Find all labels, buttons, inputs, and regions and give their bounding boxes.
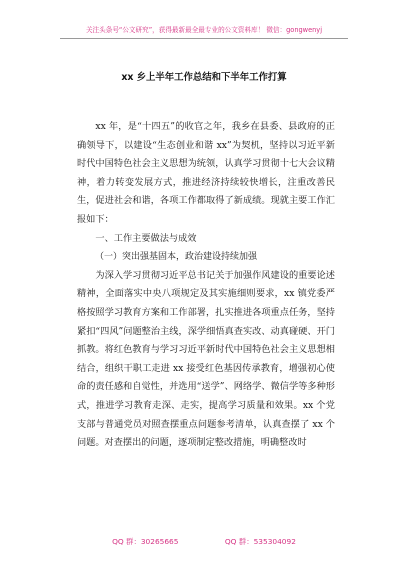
subsection-heading: （一）突出强基固本，政治建设持续加强 <box>95 252 258 263</box>
document-title: xx 乡上半年工作总结和下半年工作打算 <box>121 72 287 83</box>
document-body <box>77 118 335 453</box>
subsection-paragraph: 为深入学习贯彻习近平总书记关于加强作风建设的重要论述精神，全面落实中央八项规定及其实施细则要求，xx 镇党委严格按照学习教育方案和工作部署，扎实推进各项重点任务，坚持紧扣“四风”问题整治主线，深学细悟真查实改、动真碰硬、开门抓教。将红色教育与学习习近平新时代中国特色社会主义思想相结合，组织干职工走进 xx 接受红色基因传承教育，增强初心使命的责任感和自觉性，并选用“送学”、网络学、微信学等多种形式，推进学习教育走深、走实，提高学习质量和效果。xx 个党支部与普通党员对照查摆重点问题参考清单，认真查摆了 xx 个问题。对查摆出的问题，逐项制定整改措施，明确整改时 <box>77 269 335 449</box>
footer-qq-group-2: QQ 群：535304092 <box>224 537 296 546</box>
section-heading: 一、工作主要做法与成效 <box>95 232 197 244</box>
header-divider <box>60 38 348 39</box>
footer <box>0 536 408 547</box>
footer-qq-group-1: QQ 群：30265665 <box>112 537 179 546</box>
header-note: 关注头条号“公文研究”，获得最新最全最专业的公文资料库！ 微信：gongwenyj <box>85 26 323 34</box>
intro-paragraph: xx 年，是“十四五”的收官之年，我乡在县委、县政府的正确领导下，以建设“生态创业和谐 xx”为契机，坚持以习近平新时代中国特色社会主义思想为统领，认真学习贯彻十七大会议精神，着力转变发展方式，推进经济持续较快增长，注重改善民生，促进社会和谐，各项工作都取得了新成绩。现就主要工作汇报如下： <box>77 121 335 225</box>
